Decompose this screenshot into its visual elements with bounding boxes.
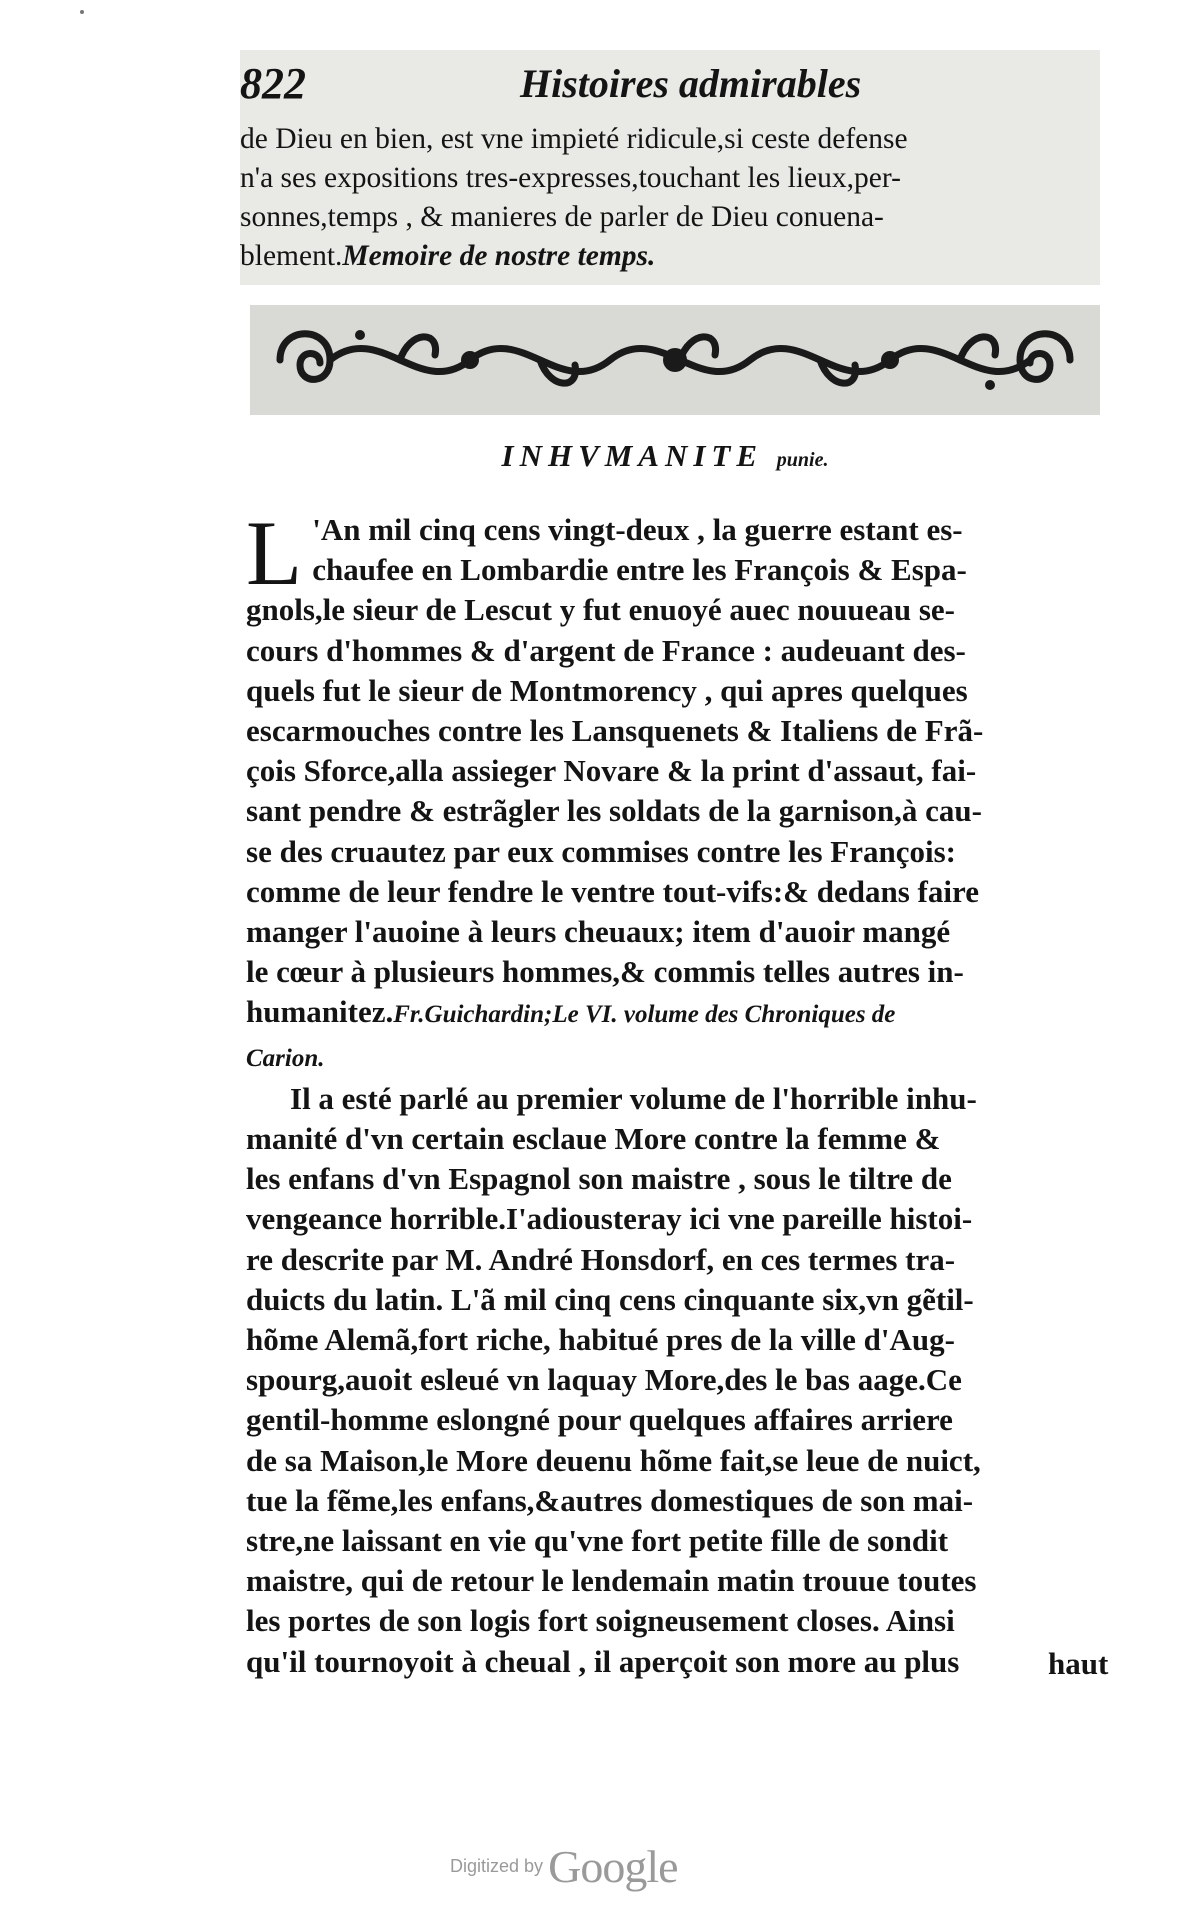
text-line: les portes de son logis fort soigneusement closes. Ainsi <box>246 1603 955 1639</box>
text-line: quels fut le sieur de Montmorency , qui apres quelques <box>246 672 968 708</box>
ornament-leaf <box>400 337 436 360</box>
running-head <box>240 58 1100 110</box>
text-line: sant pendre & estrãgler les soldats de la garnison,à cau- <box>246 793 982 829</box>
decorative-headpiece <box>250 305 1100 415</box>
page-number: 822 <box>240 59 306 108</box>
digitized-by-watermark <box>450 1840 678 1893</box>
text-line: n'a ses expositions tres-expresses,touchant les lieux,per- <box>240 162 901 194</box>
text-line: manité d'vn certain esclaue More contre la femme & <box>246 1121 941 1157</box>
text-line-start: blement. <box>240 240 343 272</box>
text-line <box>240 237 1090 276</box>
ornament-leaf <box>960 337 996 360</box>
text-line: Il a esté parlé au premier volume de l'horrible inhu- <box>290 1080 977 1116</box>
ornament-scroll-left <box>280 334 330 380</box>
citation: Memoire de nostre temps. <box>342 240 656 272</box>
text-line: se des cruautez par eux commises contre les François: <box>246 833 956 869</box>
ornament-bud <box>461 351 479 369</box>
section-title-main: INHVMANITE <box>501 438 764 473</box>
text-line: spourg,auoit esleué vn laquay More,des le bas aage.Ce <box>246 1362 962 1398</box>
paragraph-continuation <box>246 1119 1109 1682</box>
text-line: re descrite par M. André Honsdorf, en ces termes tra- <box>246 1241 956 1277</box>
drop-cap: L <box>246 502 303 604</box>
citation-end: Carion. <box>246 1044 325 1072</box>
ornament-scroll-right <box>1020 334 1070 380</box>
ornament-bud <box>881 351 899 369</box>
section-title-sub: punie. <box>776 449 829 471</box>
previous-section-ending <box>240 120 1090 276</box>
text-line: tue la fẽme,les enfans,&autres domestiques de son mai- <box>246 1482 974 1518</box>
text-line: stre,ne laissant en vie qu'vne fort petite fille de sondit <box>246 1523 949 1559</box>
text-line: le cœur à plusieurs hommes,& commis telles autres in- <box>246 954 964 990</box>
ornament-bud <box>355 330 365 340</box>
google-wordmark: Google <box>548 1841 678 1892</box>
text-line: gnols,le sieur de Lescut y fut enuoyé auec nouueau se- <box>246 592 956 628</box>
text-line: sonnes,temps , & manieres de parler de Dieu conuena- <box>240 201 884 233</box>
text-line: gentil-homme eslongné pour quelques affaires arriere <box>246 1402 953 1438</box>
running-title: Histoires admirables <box>520 61 862 106</box>
text-line: les enfans d'vn Espagnol son maistre , sous le tiltre de <box>246 1161 952 1197</box>
margin-speck <box>80 10 84 14</box>
digitized-by-label: Digitized by <box>450 1856 544 1876</box>
text-line: manger l'auoine à leurs cheuaux; item d'auoir mangé <box>246 914 951 950</box>
ornament-bud <box>985 380 995 390</box>
text-line <box>246 992 1106 1035</box>
text-line: 'An mil cinq cens vingt-deux , la guerre estant es- <box>312 512 963 547</box>
text-line: qu'il tournoyoit à cheual , il aperçoit son more au plus <box>246 1643 960 1679</box>
text-line: comme de leur fendre le ventre tout-vifs:& dedans faire <box>246 873 979 909</box>
text-line: chaufee en Lombardie entre les François & Espa- <box>312 552 967 588</box>
paragraph <box>246 1079 1106 1119</box>
text-line: duicts du latin. L'ã mil cinq cens cinquante six,vn gẽtil- <box>246 1281 974 1317</box>
catchword: haut <box>1048 1646 1109 1681</box>
body-text <box>246 502 1109 1682</box>
citation: Fr.Guichardin;Le VI. volume des Chroniques de <box>393 1001 896 1029</box>
text-line: çois Sforce,alla assieger Novare & la print d'assaut, fai- <box>246 753 977 789</box>
text-line: cours d'hommes & d'argent de France : audeuant des- <box>246 632 966 668</box>
text-line: maistre, qui de retour le lendemain matin trouue toutes <box>246 1563 977 1599</box>
section-title <box>240 438 1090 474</box>
text-line: de Dieu en bien, est vne impieté ridicule,si ceste defense <box>240 123 908 155</box>
paragraph <box>246 502 1106 1079</box>
text-line: hõme Alemã,fort riche, habitué pres de la ville d'Aug- <box>246 1322 955 1358</box>
ornament-svg <box>250 305 1100 415</box>
text-line: vengeance horrible.I'adiousteray ici vne pareille histoi- <box>246 1201 973 1237</box>
ornament-bud <box>663 348 687 372</box>
text-line <box>246 1036 1106 1079</box>
text-line: escarmouches contre les Lansquenets & Italiens de Frã- <box>246 713 984 749</box>
text-line-start: humanitez. <box>246 994 394 1030</box>
text-line: de sa Maison,le More deuenu hõme fait,se leue de nuict, <box>246 1442 981 1478</box>
